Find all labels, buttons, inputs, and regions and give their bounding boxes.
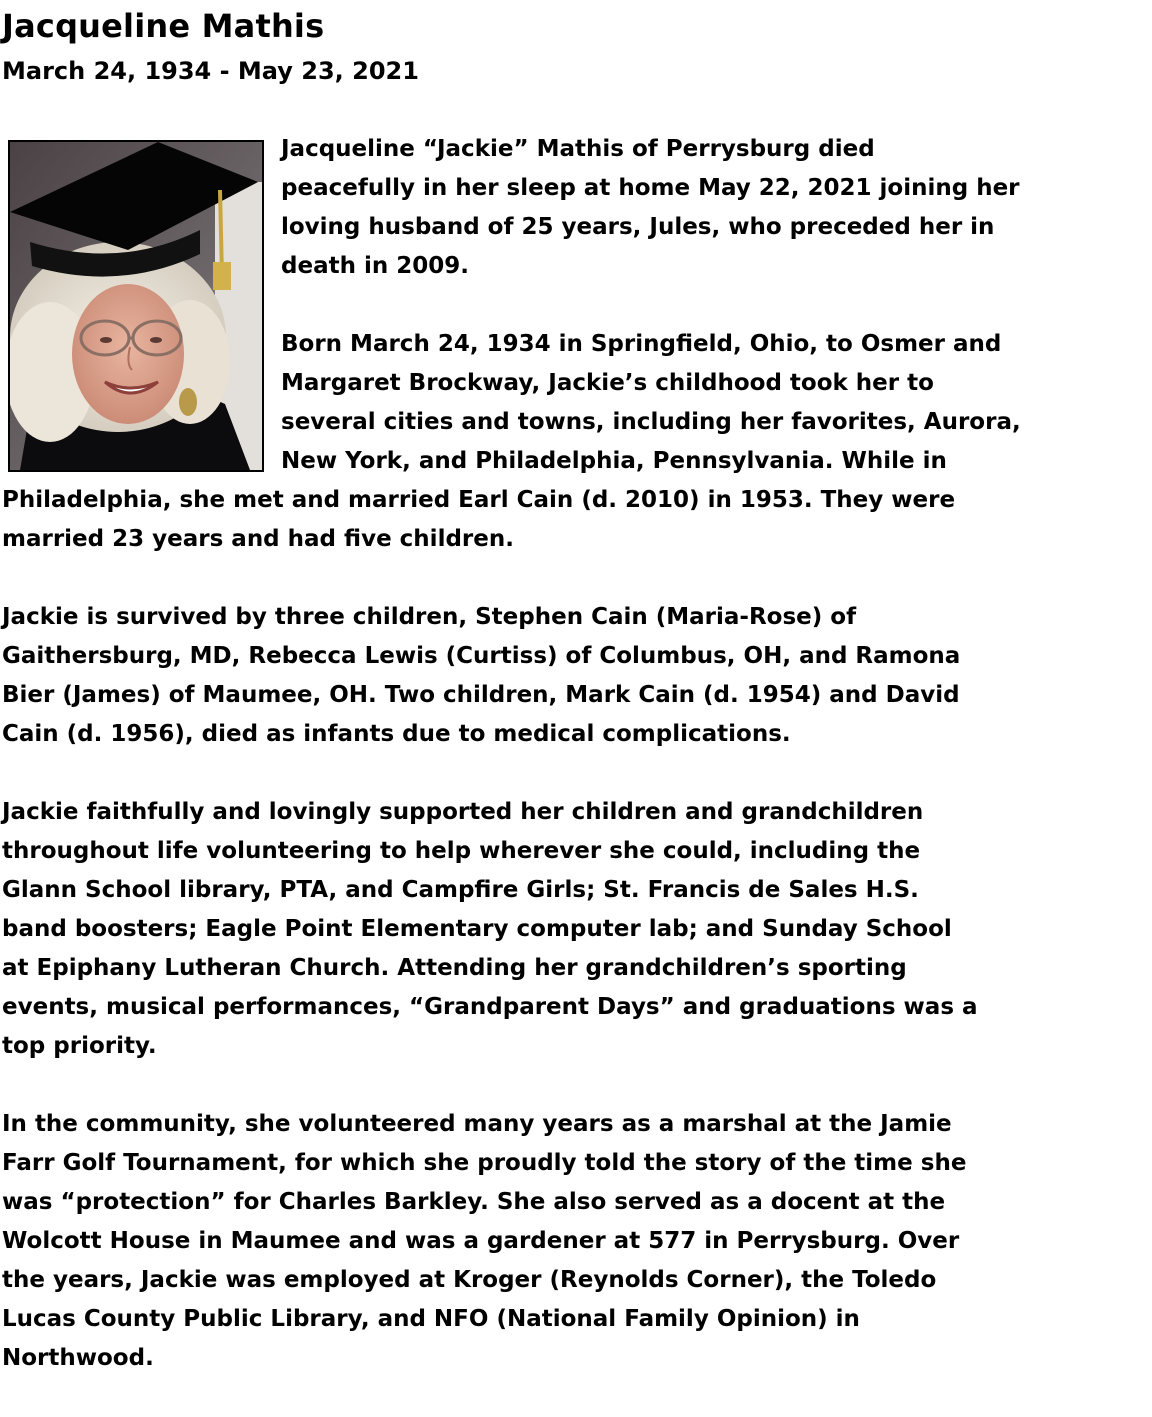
text-line: Wolcott House in Maumee and was a gardener at 577 in Perrysburg. Over <box>2 1228 960 1254</box>
text-line: Farr Golf Tournament, for which she proudly told the story of the time she <box>2 1150 967 1176</box>
paragraph-family-support <box>2 793 1150 1066</box>
text-line: Born March 24, 1934 in Springfield, Ohio, to Osmer and <box>281 331 1002 357</box>
text-line: New York, and Philadelphia, Pennsylvania. While in <box>281 448 947 474</box>
text-line: Jacqueline “Jackie” Mathis of Perrysburg died <box>281 136 875 162</box>
paragraph-survivors <box>2 598 1150 754</box>
text-line: Jackie is survived by three children, Stephen Cain (Maria-Rose) of <box>2 604 857 630</box>
text-line: was “protection” for Charles Barkley. She also served as a docent at the <box>2 1189 946 1215</box>
obituary-body <box>2 130 1150 1417</box>
text-line: Jackie faithfully and lovingly supported her children and grandchildren <box>2 799 924 825</box>
obituary-name: Jacqueline Mathis <box>2 7 325 45</box>
text-line: Philadelphia, she met and married Earl Cain (d. 2010) in 1953. They were <box>2 487 956 513</box>
text-line: Margaret Brockway, Jackie’s childhood took her to <box>281 370 934 396</box>
text-line: In the community, she volunteered many years as a marshal at the Jamie <box>2 1111 952 1137</box>
text-line: married 23 years and had five children. <box>2 526 514 552</box>
text-line: Northwood. <box>2 1345 154 1371</box>
text-line: death in 2009. <box>281 253 469 279</box>
paragraph-community <box>2 1105 1150 1378</box>
text-line: loving husband of 25 years, Jules, who preceded her in <box>281 214 995 240</box>
text-line: peacefully in her sleep at home May 22, 2021 joining her <box>281 175 1020 201</box>
text-line: top priority. <box>2 1033 157 1059</box>
portrait-photo <box>8 140 264 472</box>
text-line: the years, Jackie was employed at Kroger (Reynolds Corner), the Toledo <box>2 1267 937 1293</box>
text-line: Glann School library, PTA, and Campfire Girls; St. Francis de Sales H.S. <box>2 877 919 903</box>
text-line: events, musical performances, “Grandparent Days” and graduations was a <box>2 994 978 1020</box>
text-line: Bier (James) of Maumee, OH. Two children, Mark Cain (d. 1954) and David <box>2 682 960 708</box>
obituary-dates: March 24, 1934 - May 23, 2021 <box>2 57 419 85</box>
text-line: Gaithersburg, MD, Rebecca Lewis (Curtiss) of Columbus, OH, and Ramona <box>2 643 961 669</box>
text-line: throughout life volunteering to help wherever she could, including the <box>2 838 921 864</box>
text-line: band boosters; Eagle Point Elementary computer lab; and Sunday School <box>2 916 952 942</box>
text-line: several cities and towns, including her favorites, Aurora, <box>281 409 1021 435</box>
text-line: Lucas County Public Library, and NFO (National Family Opinion) in <box>2 1306 860 1332</box>
text-line: Cain (d. 1956), died as infants due to medical complications. <box>2 721 791 747</box>
text-line: at Epiphany Lutheran Church. Attending her grandchildren’s sporting <box>2 955 907 981</box>
